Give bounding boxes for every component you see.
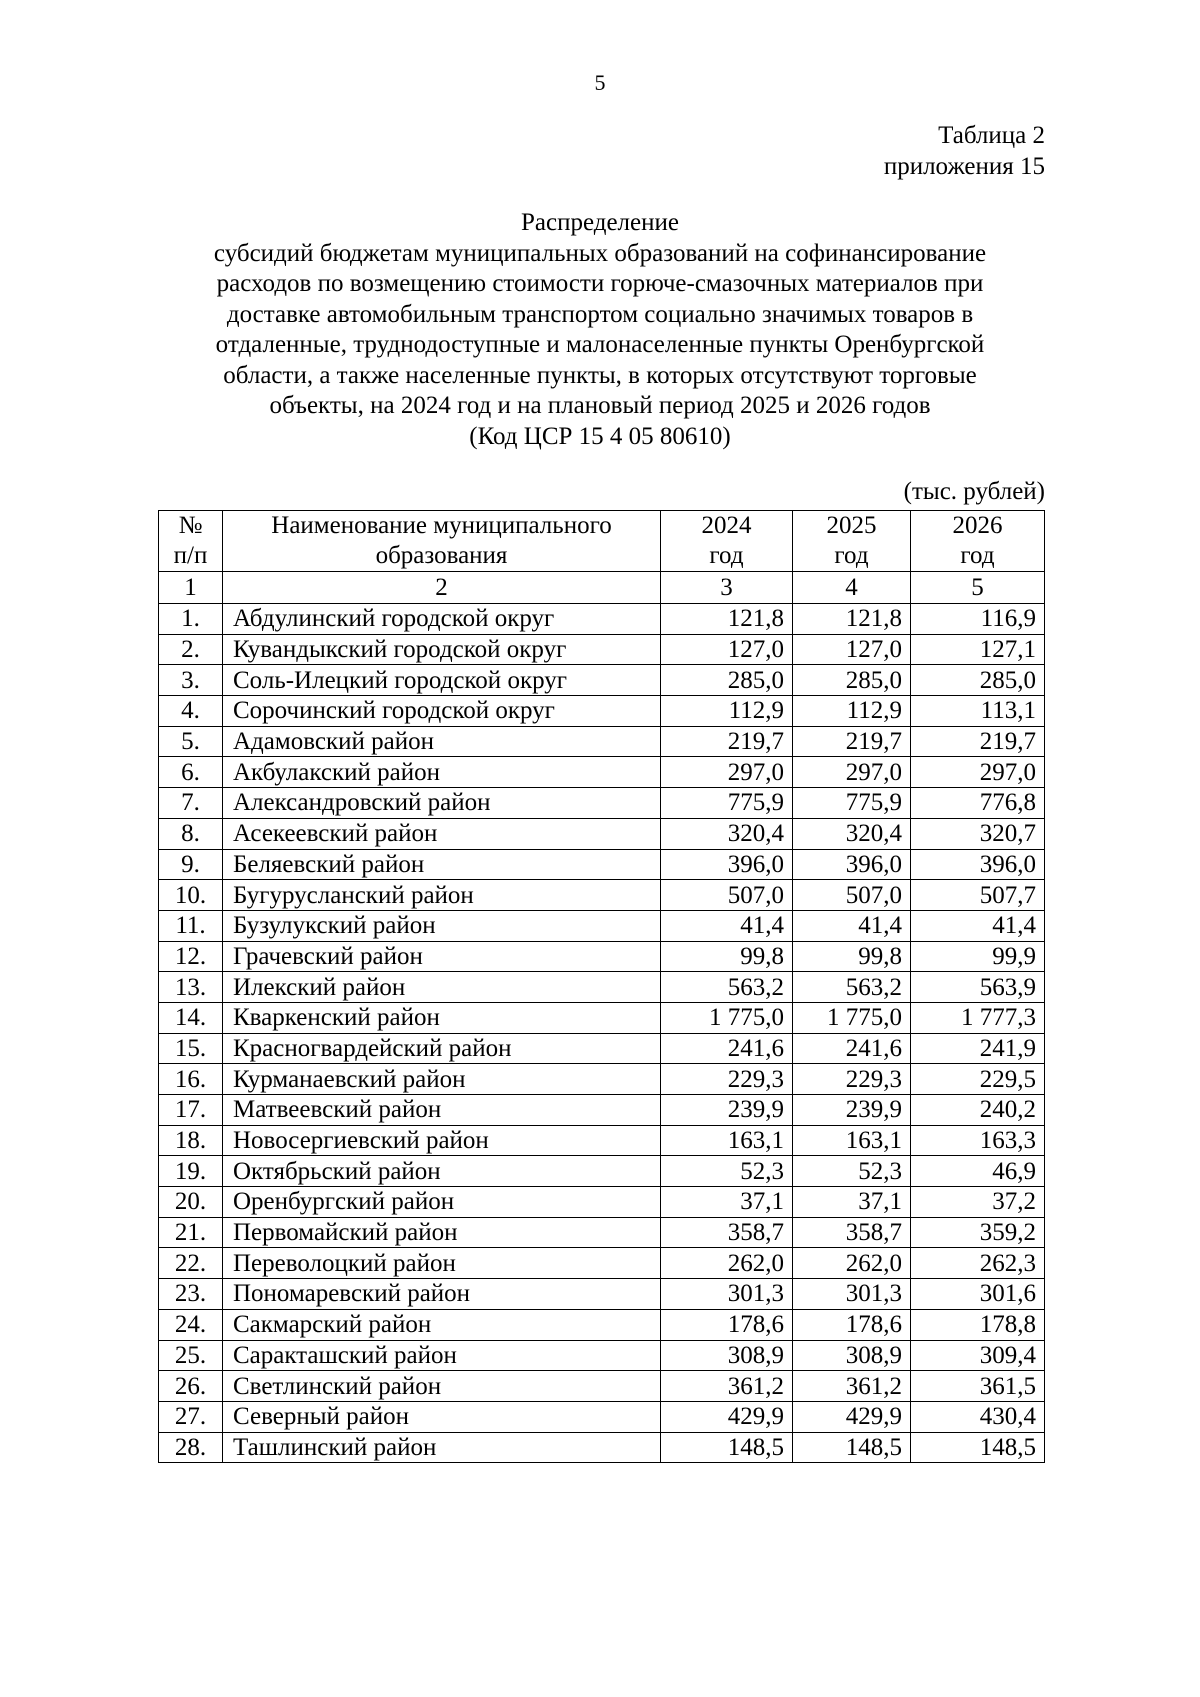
value-2024: 301,3 [661,1279,793,1310]
header-num-line2: п/п [173,542,208,569]
header-row [159,511,1045,572]
value-2025: 361,2 [793,1371,911,1402]
column-index-cell: 4 [793,572,911,604]
table-reference [884,120,1045,182]
table-row [159,1309,1045,1340]
column-index-cell: 2 [223,572,661,604]
value-2024: 112,9 [661,696,793,727]
value-2026: 507,7 [911,880,1045,911]
row-number: 7. [159,788,223,819]
table-row [159,1002,1045,1033]
value-2025: 52,3 [793,1156,911,1187]
value-2024: 41,4 [661,910,793,941]
value-2025: 262,0 [793,1248,911,1279]
title-line: (Код ЦСР 15 4 05 80610) [469,422,731,450]
table-row [159,1095,1045,1126]
value-2026: 1 777,3 [911,1002,1045,1033]
row-number: 4. [159,696,223,727]
value-2025: 163,1 [793,1125,911,1156]
value-2025: 507,0 [793,880,911,911]
municipality-name: Грачевский район [223,941,661,972]
municipality-name: Кваркенский район [223,1002,661,1033]
value-2026: 163,3 [911,1125,1045,1156]
value-2024: 358,7 [661,1217,793,1248]
value-2025: 127,0 [793,634,911,665]
column-index-cell: 5 [911,572,1045,604]
municipality-name: Северный район [223,1401,661,1432]
table-row [159,1064,1045,1095]
value-2025: 429,9 [793,1401,911,1432]
value-2026: 262,3 [911,1248,1045,1279]
header-num-line1: № [178,512,203,539]
table-row [159,604,1045,635]
row-number: 5. [159,726,223,757]
table-row [159,726,1045,757]
municipality-name: Абдулинский городской округ [223,604,661,635]
municipality-name: Кувандыкский городской округ [223,634,661,665]
value-2026: 563,9 [911,972,1045,1003]
value-2025: 219,7 [793,726,911,757]
value-2024: 163,1 [661,1125,793,1156]
municipality-name: Матвеевский район [223,1095,661,1126]
document-title [160,208,1040,452]
value-2024: 241,6 [661,1033,793,1064]
table-ref-line2: приложения 15 [883,153,1045,180]
header-2024-line2: год [709,542,744,569]
row-number: 16. [159,1064,223,1095]
value-2026: 240,2 [911,1095,1045,1126]
value-2026: 148,5 [911,1432,1045,1463]
row-number: 10. [159,880,223,911]
value-2026: 46,9 [911,1156,1045,1187]
header-2026-line1: 2026 [952,512,1003,539]
municipality-name: Ташлинский район [223,1432,661,1463]
value-2025: 297,0 [793,757,911,788]
page-number: 5 [594,70,606,95]
table-row [159,696,1045,727]
value-2025: 775,9 [793,788,911,819]
table-row [159,1217,1045,1248]
value-2025: 178,6 [793,1309,911,1340]
value-2024: 219,7 [661,726,793,757]
value-2024: 229,3 [661,1064,793,1095]
value-2025: 563,2 [793,972,911,1003]
table-row [159,1401,1045,1432]
municipality-name: Красногвардейский район [223,1033,661,1064]
value-2025: 148,5 [793,1432,911,1463]
row-number: 18. [159,1125,223,1156]
units-label: (тыс. рублей) [903,478,1045,505]
municipality-name: Оренбургский район [223,1187,661,1218]
row-number: 21. [159,1217,223,1248]
municipality-name: Акбулакский район [223,757,661,788]
value-2024: 262,0 [661,1248,793,1279]
value-2024: 507,0 [661,880,793,911]
value-2025: 37,1 [793,1187,911,1218]
table-ref-line1: Таблица 2 [938,122,1045,149]
title-line: расходов по возмещению стоимости горюче-смазочных материалов при [216,270,984,297]
header-2024 [661,511,793,572]
row-number: 24. [159,1309,223,1340]
value-2024: 1 775,0 [661,1002,793,1033]
table-row [159,1156,1045,1187]
header-2025-line1: 2025 [826,512,877,539]
table-row [159,1432,1045,1463]
row-number: 14. [159,1002,223,1033]
table-row [159,910,1045,941]
value-2025: 320,4 [793,818,911,849]
value-2024: 396,0 [661,849,793,880]
row-number: 13. [159,972,223,1003]
row-number: 6. [159,757,223,788]
table-row [159,941,1045,972]
value-2026: 320,7 [911,818,1045,849]
value-2025: 99,8 [793,941,911,972]
table-row [159,1125,1045,1156]
value-2024: 320,4 [661,818,793,849]
row-number: 22. [159,1248,223,1279]
table-row [159,1371,1045,1402]
value-2026: 229,5 [911,1064,1045,1095]
value-2025: 301,3 [793,1279,911,1310]
table-body [159,604,1045,1463]
title-line: области, а также населенные пункты, в которых отсутствуют торговые [223,361,977,389]
municipality-name: Сорочинский городской округ [223,696,661,727]
row-number: 9. [159,849,223,880]
value-2024: 563,2 [661,972,793,1003]
value-2024: 429,9 [661,1401,793,1432]
value-2026: 776,8 [911,788,1045,819]
table-row [159,972,1045,1003]
municipality-name: Соль-Илецкий городской округ [223,665,661,696]
header-2025-line2: год [834,542,869,569]
value-2024: 308,9 [661,1340,793,1371]
row-number: 28. [159,1432,223,1463]
row-number: 26. [159,1371,223,1402]
row-number: 27. [159,1401,223,1432]
value-2024: 285,0 [661,665,793,696]
value-2026: 219,7 [911,726,1045,757]
municipality-name: Переволоцкий район [223,1248,661,1279]
row-number: 17. [159,1095,223,1126]
municipality-name: Саракташский район [223,1340,661,1371]
value-2025: 241,6 [793,1033,911,1064]
value-2025: 121,8 [793,604,911,635]
row-number: 3. [159,665,223,696]
table-row [159,818,1045,849]
title-line: субсидий бюджетам муниципальных образований на софинансирование [213,239,987,267]
header-2025 [793,511,911,572]
municipality-name: Беляевский район [223,849,661,880]
municipality-name: Октябрьский район [223,1156,661,1187]
row-number: 11. [159,910,223,941]
value-2026: 361,5 [911,1371,1045,1402]
subsidy-table [158,510,1045,1463]
municipality-name: Первомайский район [223,1217,661,1248]
header-2026 [911,511,1045,572]
value-2024: 99,8 [661,941,793,972]
value-2025: 308,9 [793,1340,911,1371]
row-number: 20. [159,1187,223,1218]
value-2025: 112,9 [793,696,911,727]
value-2025: 239,9 [793,1095,911,1126]
value-2026: 116,9 [911,604,1045,635]
value-2026: 37,2 [911,1187,1045,1218]
table-row [159,1033,1045,1064]
title-line: объекты, на 2024 год и на плановый период 2025 и 2026 годов [269,392,931,419]
value-2026: 309,4 [911,1340,1045,1371]
municipality-name: Пономаревский район [223,1279,661,1310]
municipality-name: Бузулукский район [223,910,661,941]
value-2026: 178,8 [911,1309,1045,1340]
value-2026: 113,1 [911,696,1045,727]
value-2026: 99,9 [911,941,1045,972]
municipality-name: Илекский район [223,972,661,1003]
table-row [159,1187,1045,1218]
title-line: доставке автомобильным транспортом социально значимых товаров в [226,300,974,328]
municipality-name: Асекеевский район [223,818,661,849]
value-2026: 241,9 [911,1033,1045,1064]
row-number: 2. [159,634,223,665]
table-row [159,757,1045,788]
value-2024: 239,9 [661,1095,793,1126]
table-header [159,511,1045,604]
value-2024: 52,3 [661,1156,793,1187]
column-index-row [159,572,1045,604]
table-row [159,665,1045,696]
municipality-name: Адамовский район [223,726,661,757]
table-row [159,1340,1045,1371]
value-2026: 285,0 [911,665,1045,696]
value-2026: 359,2 [911,1217,1045,1248]
value-2026: 41,4 [911,910,1045,941]
header-name-line1: Наименование муниципального [271,512,612,539]
row-number: 25. [159,1340,223,1371]
table-row [159,1279,1045,1310]
municipality-name: Сакмарский район [223,1309,661,1340]
value-2026: 297,0 [911,757,1045,788]
value-2024: 121,8 [661,604,793,635]
table-row [159,788,1045,819]
municipality-name: Бугурусланский район [223,880,661,911]
header-2024-line1: 2024 [701,512,752,539]
value-2024: 37,1 [661,1187,793,1218]
municipality-name: Светлинский район [223,1371,661,1402]
value-2026: 430,4 [911,1401,1045,1432]
row-number: 15. [159,1033,223,1064]
municipality-name: Курманаевский район [223,1064,661,1095]
row-number: 8. [159,818,223,849]
value-2024: 775,9 [661,788,793,819]
title-line: Распределение [521,209,679,236]
value-2025: 358,7 [793,1217,911,1248]
value-2026: 127,1 [911,634,1045,665]
header-name-line2: образования [375,542,508,569]
row-number: 1. [159,604,223,635]
value-2024: 361,2 [661,1371,793,1402]
row-number: 12. [159,941,223,972]
header-2026-line2: год [960,542,995,569]
value-2025: 396,0 [793,849,911,880]
value-2024: 127,0 [661,634,793,665]
table-row [159,849,1045,880]
value-2024: 178,6 [661,1309,793,1340]
table-row [159,1248,1045,1279]
row-number: 19. [159,1156,223,1187]
municipality-name: Александровский район [223,788,661,819]
value-2026: 396,0 [911,849,1045,880]
value-2025: 229,3 [793,1064,911,1095]
municipality-name: Новосергиевский район [223,1125,661,1156]
row-number: 23. [159,1279,223,1310]
header-name [223,511,661,572]
table-row [159,634,1045,665]
value-2026: 301,6 [911,1279,1045,1310]
header-num [159,511,223,572]
value-2025: 1 775,0 [793,1002,911,1033]
table-row [159,880,1045,911]
value-2024: 297,0 [661,757,793,788]
column-index-cell: 3 [661,572,793,604]
value-2024: 148,5 [661,1432,793,1463]
value-2025: 285,0 [793,665,911,696]
title-line: отдаленные, труднодоступные и малонаселенные пункты Оренбургской [215,331,985,358]
column-index-cell: 1 [159,572,223,604]
value-2025: 41,4 [793,910,911,941]
